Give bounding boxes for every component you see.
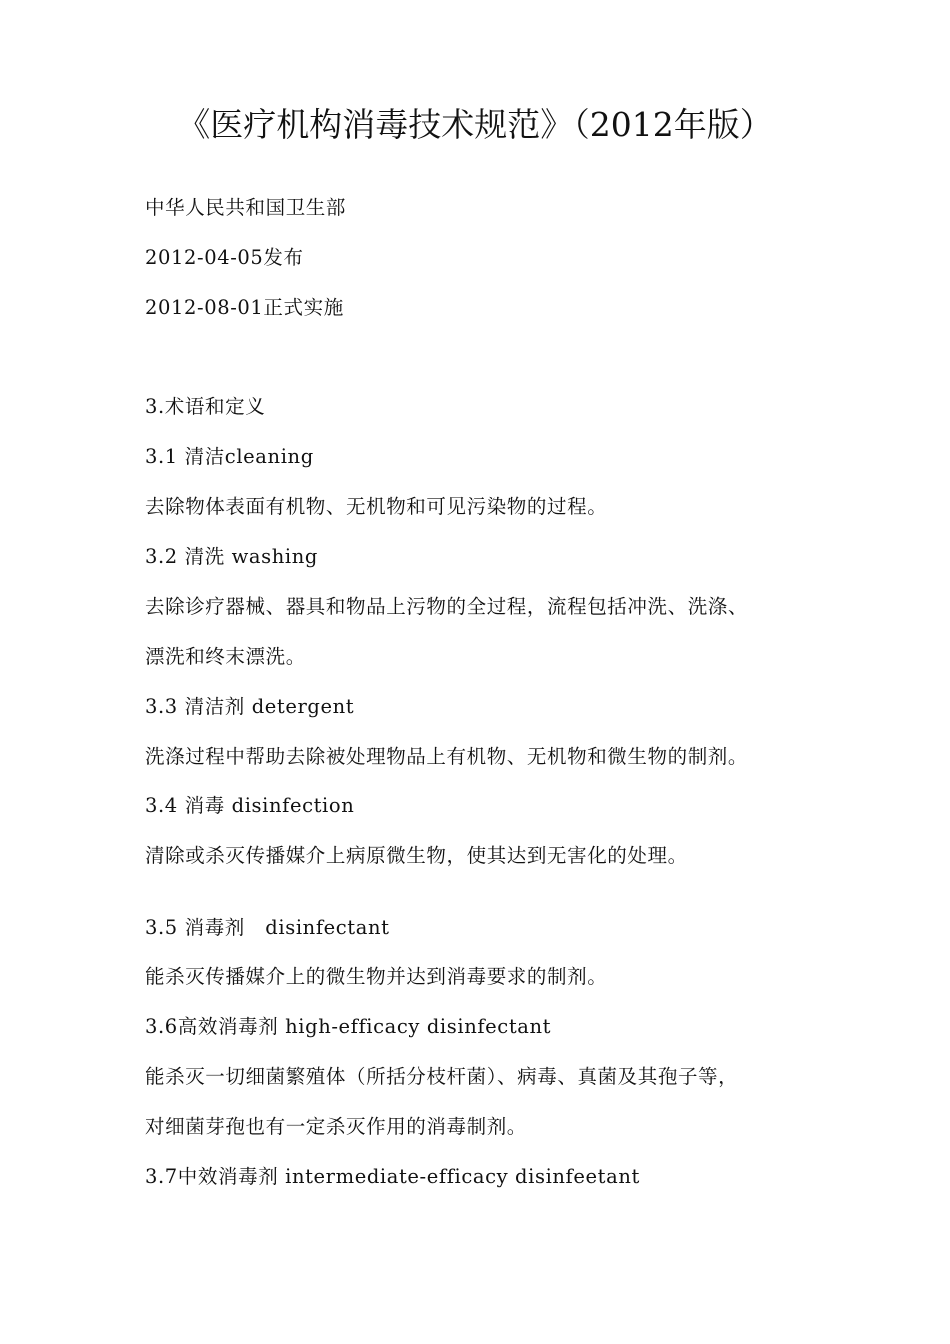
document-title: 《医疗机构消毒技术规范》（2012年版） — [177, 105, 773, 144]
published-date-line: 2012-04-05发布 — [145, 246, 304, 269]
term-definition-continued: 漂洗和终末漂洗。 — [145, 645, 306, 668]
term-heading: 3.3 清洁剂 detergent — [145, 695, 355, 718]
term-heading: 3.1 清洁cleaning — [145, 445, 314, 468]
term-heading: 3.5 消毒剂 disinfectant — [145, 916, 390, 939]
term-definition: 去除物体表面有机物、无机物和可见污染物的过程。 — [145, 495, 608, 518]
term-heading: 3.4 消毒 disinfection — [145, 794, 355, 817]
term-definition-continued: 对细菌芽孢也有一定杀灭作用的消毒制剂。 — [145, 1115, 527, 1138]
section-heading: 3.术语和定义 — [145, 395, 266, 418]
term-definition: 能杀灭传播媒介上的微生物并达到消毒要求的制剂。 — [145, 965, 608, 988]
term-definition: 清除或杀灭传播媒介上病原微生物，使其达到无害化的处理。 — [145, 844, 688, 867]
term-heading: 3.7中效消毒剂 intermediate-efficacy disinfeetant — [145, 1165, 640, 1188]
term-heading: 3.6高效消毒剂 high-efficacy disinfectant — [145, 1015, 552, 1038]
term-definition: 去除诊疗器械、器具和物品上污物的全过程，流程包括冲洗、洗涤、 — [145, 595, 749, 618]
term-definition: 洗涤过程中帮助去除被处理物品上有机物、无机物和微生物的制剂。 — [145, 745, 749, 768]
term-heading: 3.2 清洗 washing — [145, 545, 318, 568]
issuer-line: 中华人民共和国卫生部 — [145, 196, 347, 219]
term-definition: 能杀灭一切细菌繁殖体（所括分枝杆菌）、病毒、真菌及其孢子等， — [145, 1065, 739, 1088]
effective-date-line: 2012-08-01正式实施 — [145, 296, 344, 319]
